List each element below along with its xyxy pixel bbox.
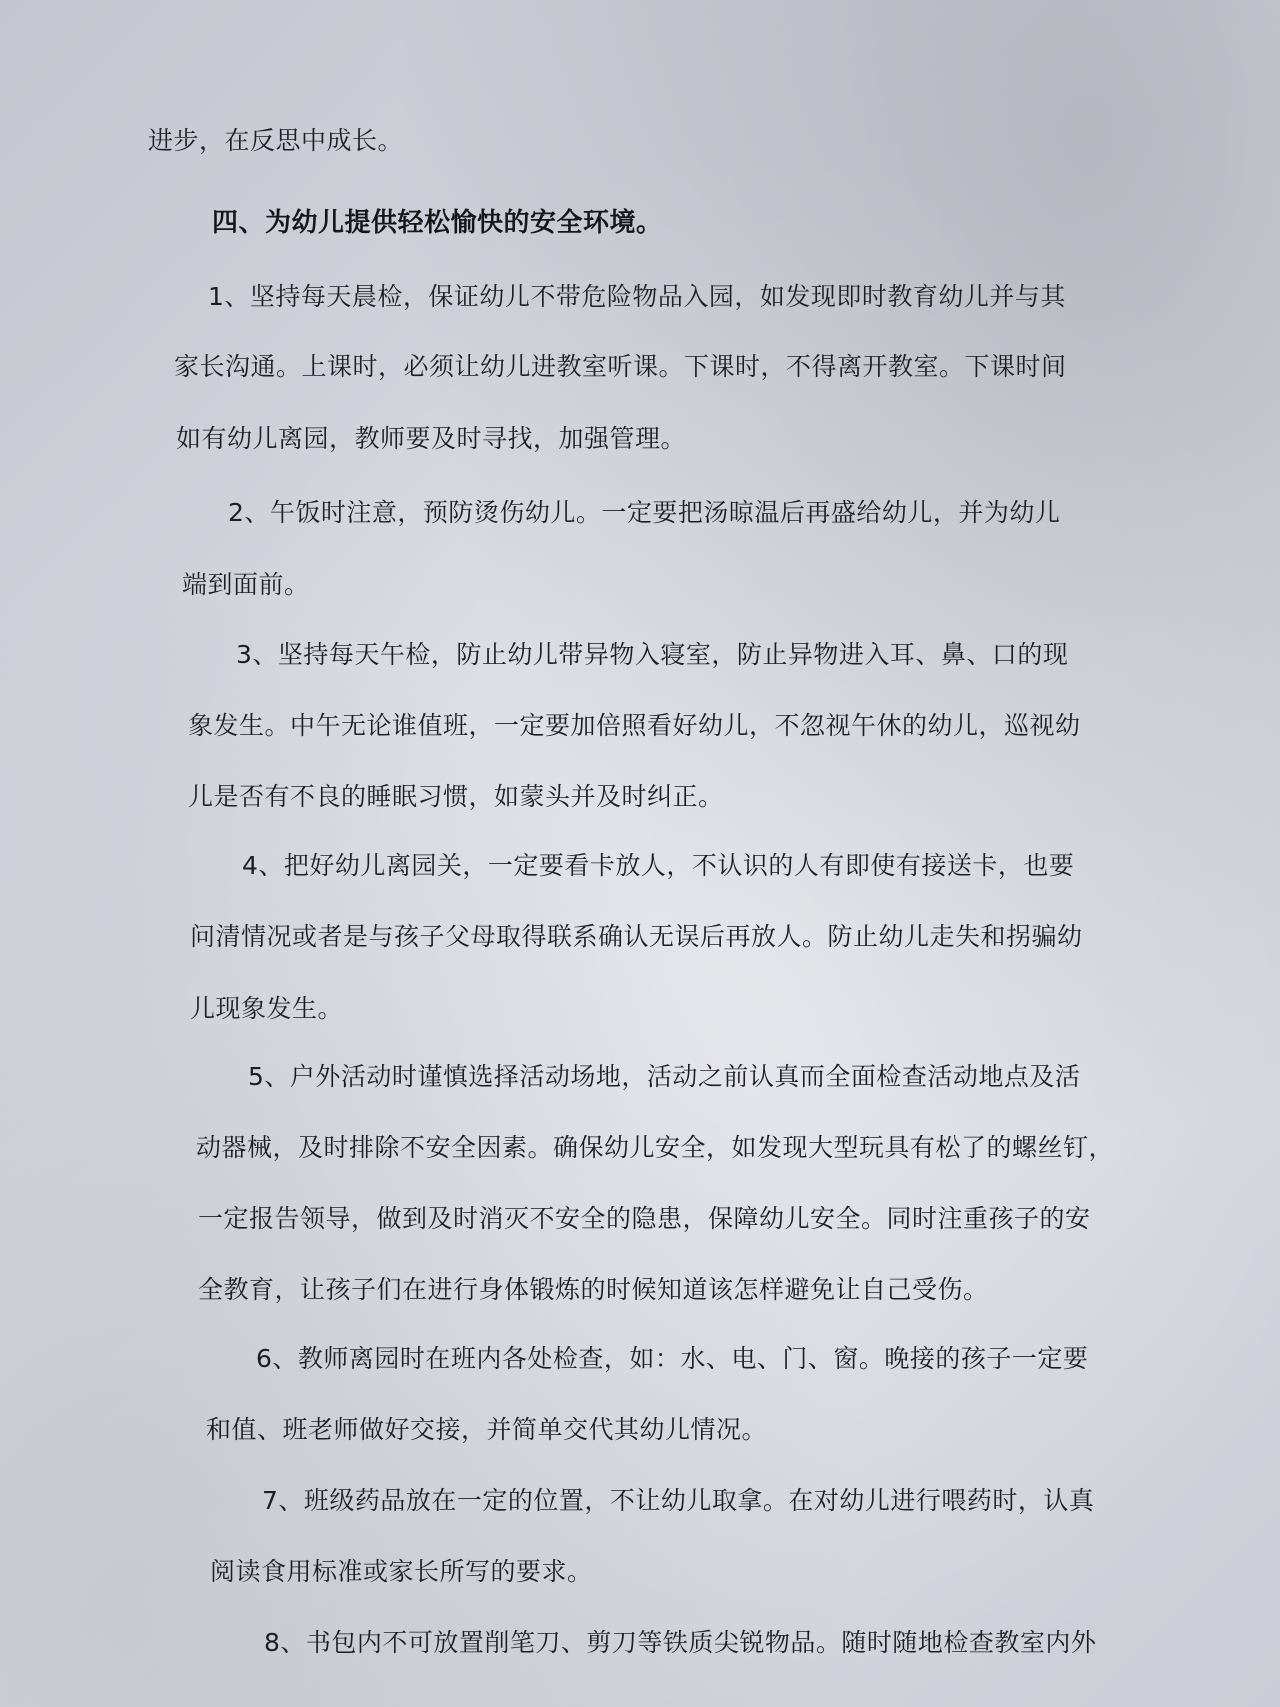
text-line: 问清情况或者是与孩子父母取得联系确认无误后再放人。防止幼儿走失和拐骗幼 <box>190 922 1083 951</box>
text-line: 家长沟通。上课时，必须让幼儿进教室听课。下课时，不得离开教室。下课时间 <box>174 352 1067 381</box>
text-line: 端到面前。 <box>182 570 310 599</box>
text-line: 8、书包内不可放置削笔刀、剪刀等铁质尖锐物品。随时随地检查教室内外 <box>264 1628 1097 1657</box>
text-line: 全教育，让孩子们在进行身体锻炼的时候知道该怎样避免让自己受伤。 <box>198 1275 989 1304</box>
text-line: 5、户外活动时谨慎选择活动场地，活动之前认真而全面检查活动地点及活 <box>248 1062 1081 1091</box>
text-line: 儿现象发生。 <box>190 994 344 1023</box>
text-line: 1、坚持每天晨检，保证幼儿不带危险物品入园，如发现即时教育幼儿并与其 <box>208 282 1066 311</box>
text-line: 一定报告领导，做到及时消灭不安全的隐患，保障幼儿安全。同时注重孩子的安 <box>198 1204 1091 1233</box>
text-line: 4、把好幼儿离园关，一定要看卡放人，不认识的人有即使有接送卡，也要 <box>242 851 1075 880</box>
text-line: 2、午饭时注意，预防烫伤幼儿。一定要把汤晾温后再盛给幼儿，并为幼儿 <box>228 498 1061 527</box>
text-line: 7、班级药品放在一定的位置，不让幼儿取拿。在对幼儿进行喂药时，认真 <box>262 1486 1095 1515</box>
text-line: 和值、班老师做好交接，并简单交代其幼儿情况。 <box>206 1415 768 1444</box>
text-line: 象发生。中午无论谁值班，一定要加倍照看好幼儿，不忽视午休的幼儿，巡视幼 <box>188 711 1081 740</box>
text-line: 动器械，及时排除不安全因素。确保幼儿安全，如发现大型玩具有松了的螺丝钉， <box>196 1133 1115 1162</box>
text-line: 进步，在反思中成长。 <box>148 126 404 155</box>
text-line: 阅读食用标准或家长所写的要求。 <box>210 1557 593 1586</box>
text-line: 6、教师离园时在班内各处检查，如：水、电、门、窗。晚接的孩子一定要 <box>256 1344 1089 1373</box>
text-line: 如有幼儿离园，教师要及时寻找，加强管理。 <box>176 424 687 453</box>
section-heading: 四、为幼儿提供轻松愉快的安全环境。 <box>212 208 663 238</box>
text-line: 3、坚持每天午检，防止幼儿带异物入寝室，防止异物进入耳、鼻、口的现 <box>236 640 1069 669</box>
text-line: 儿是否有不良的睡眠习惯，如蒙头并及时纠正。 <box>188 782 724 811</box>
